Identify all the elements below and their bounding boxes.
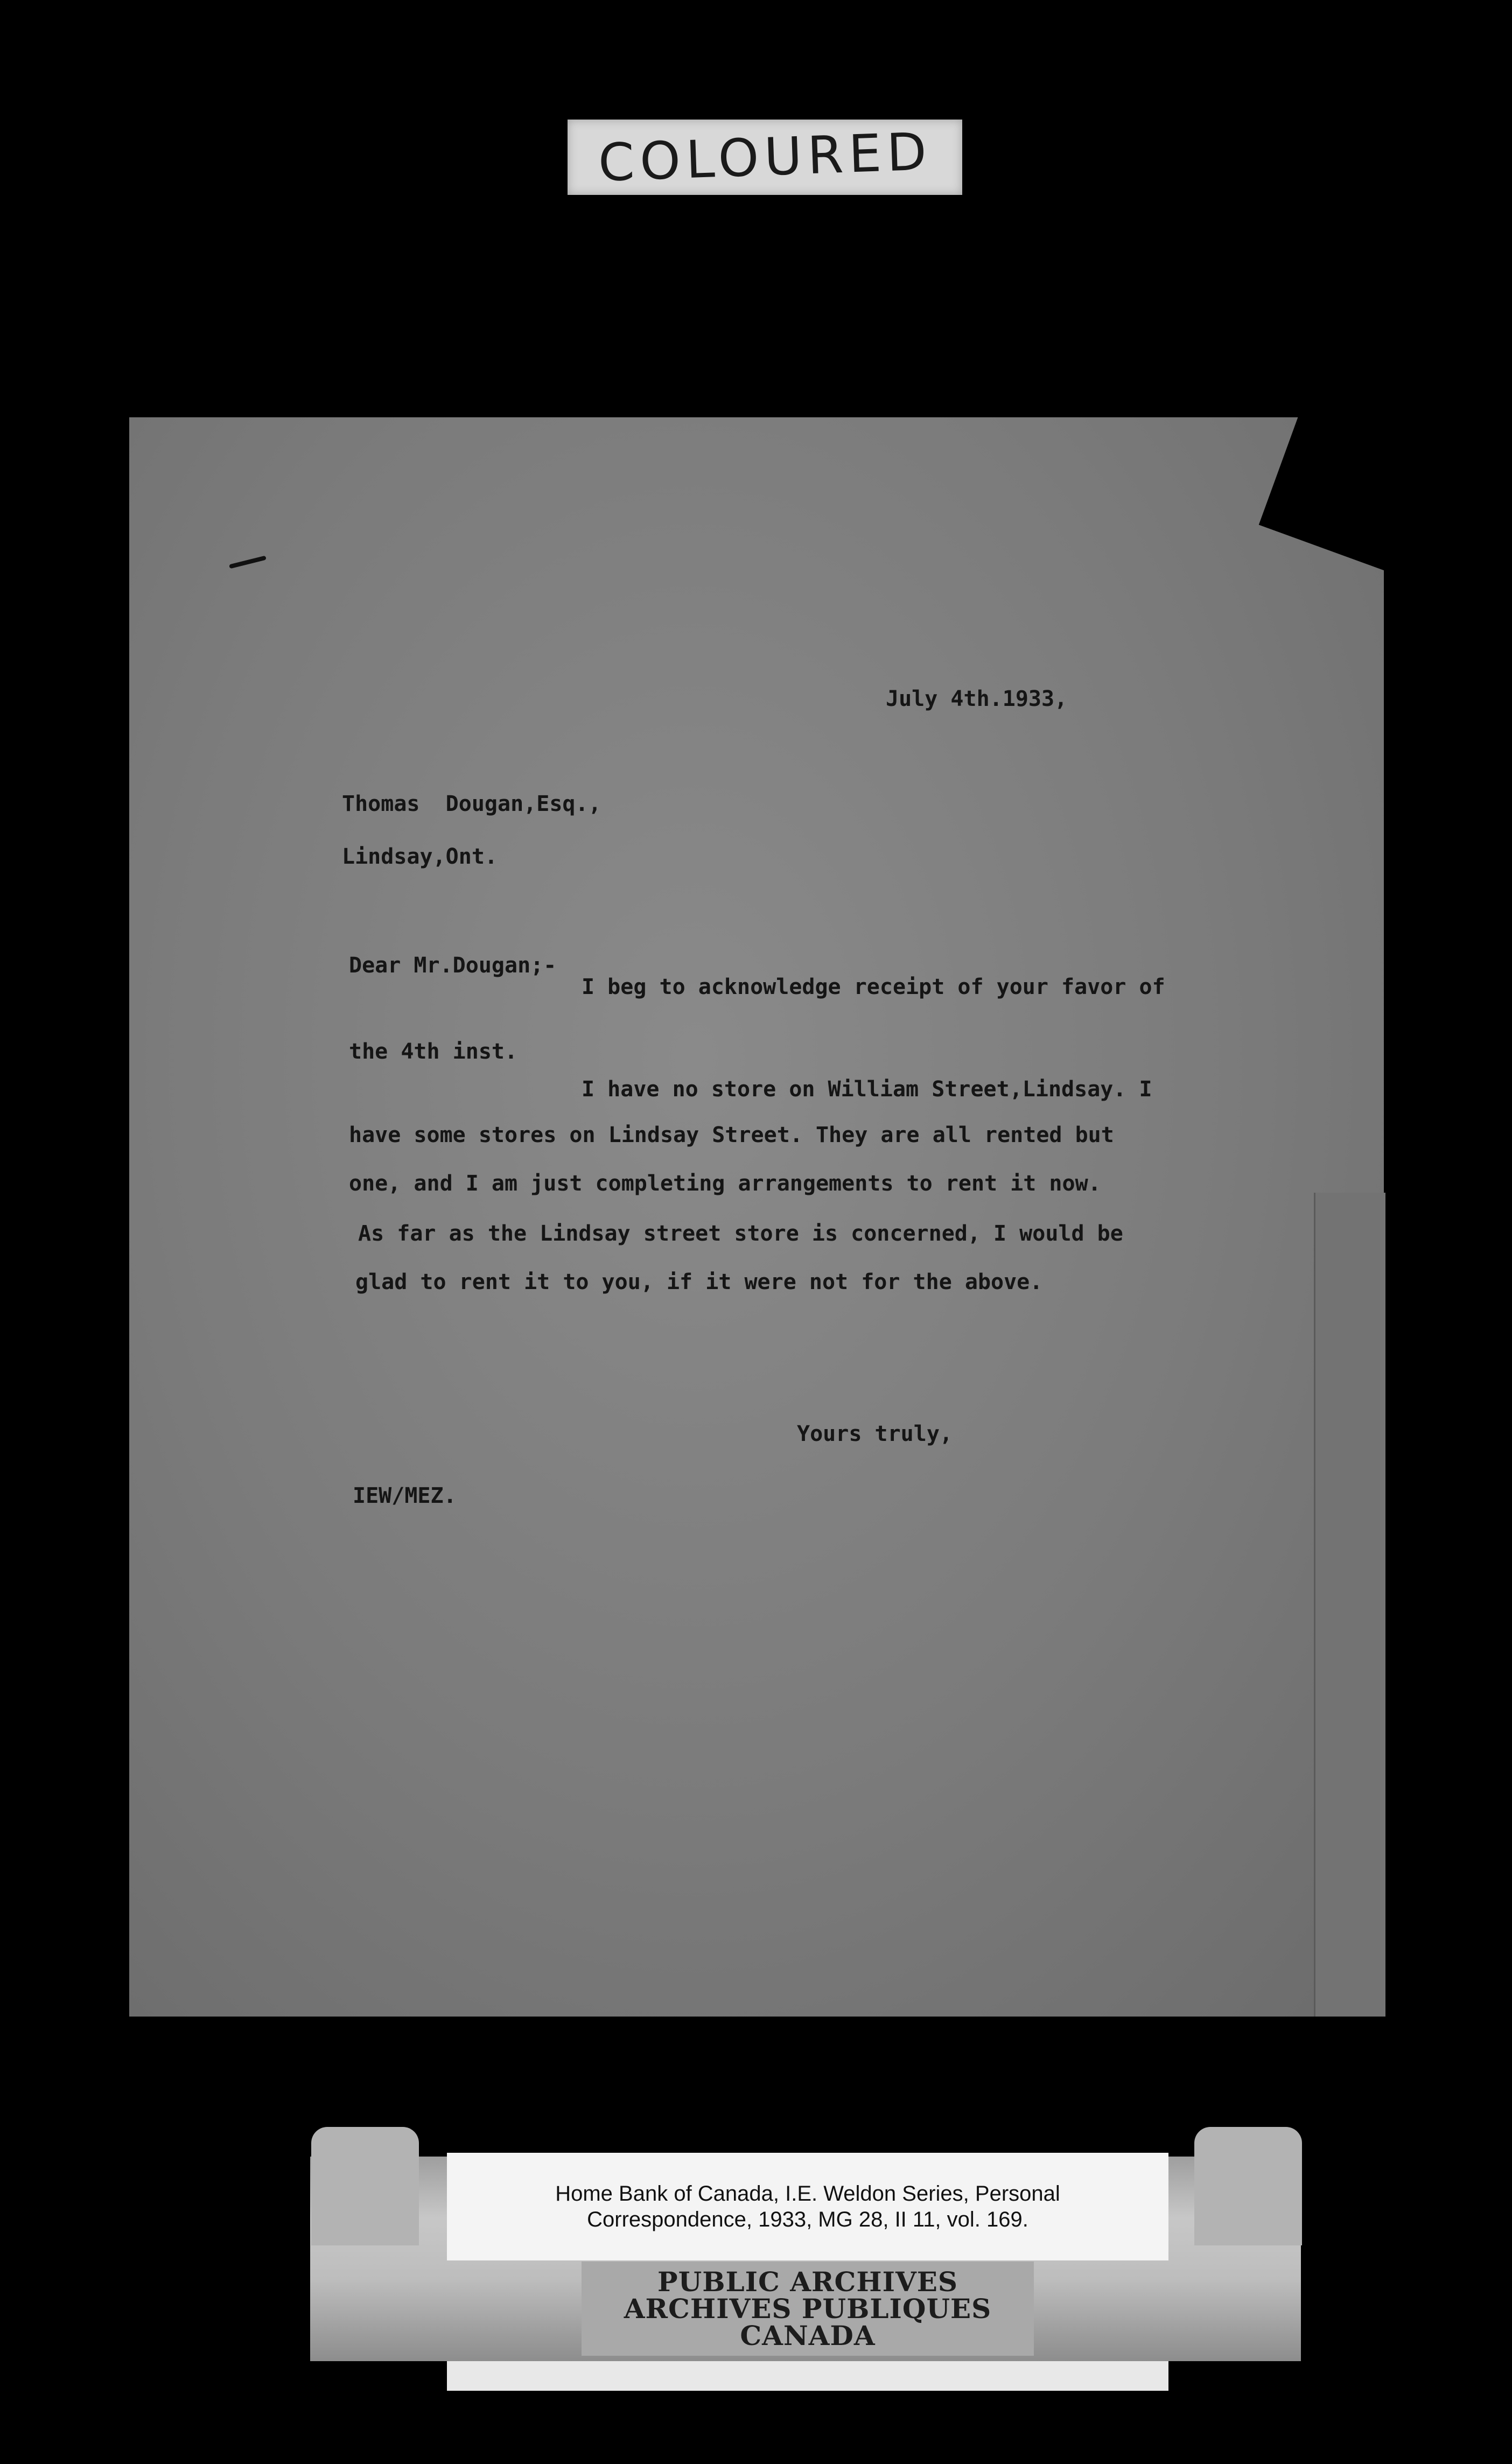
salutation: Dear Mr.Dougan;- (349, 953, 557, 978)
holder-bottom-edge (447, 2361, 1168, 2391)
letter-sheet (129, 417, 1384, 2017)
archives-stamp (582, 2262, 1034, 2356)
closing: Yours truly, (797, 1422, 953, 1446)
recipient-name: Thomas Dougan,Esq., (342, 792, 601, 816)
stamp-line-1: PUBLIC ARCHIVES (657, 2265, 958, 2298)
stamp-line-3: CANADA (740, 2319, 876, 2351)
body-line-2: the 4th inst. (349, 1039, 518, 1064)
body-line-4: have some stores on Lindsay Street. They are all rented but (349, 1123, 1114, 1147)
source-line-2: Correspondence, 1933, MG 28, II 11, vol. 169. (587, 2208, 1028, 2231)
body-line-3: I have no store on William Street,Lindsay. I (582, 1077, 1152, 1102)
recipient-city: Lindsay,Ont. (342, 844, 498, 869)
coloured-label (568, 120, 962, 195)
source-line-1: Home Bank of Canada, I.E. Weldon Series, Personal (555, 2182, 1060, 2206)
archive-holder-tab-left (311, 2127, 419, 2245)
source-citation (447, 2153, 1168, 2260)
body-line-5: one, and I am just completing arrangements to rent it now. (349, 1171, 1101, 1196)
body-line-1: I beg to acknowledge receipt of your favor of (582, 975, 1165, 999)
body-line-6: As far as the Lindsay street store is concerned, I would be (358, 1221, 1123, 1246)
paper-edge (1314, 1193, 1385, 2017)
coloured-label-text: COLOURED (597, 121, 933, 193)
initials: IEW/MEZ. (353, 1483, 457, 1508)
archive-holder-tab-right (1194, 2127, 1302, 2245)
letter-date: July 4th.1933, (886, 687, 1068, 711)
body-line-7: glad to rent it to you, if it were not for the above. (355, 1270, 1043, 1294)
stamp-line-2: ARCHIVES PUBLIQUES (624, 2292, 992, 2325)
